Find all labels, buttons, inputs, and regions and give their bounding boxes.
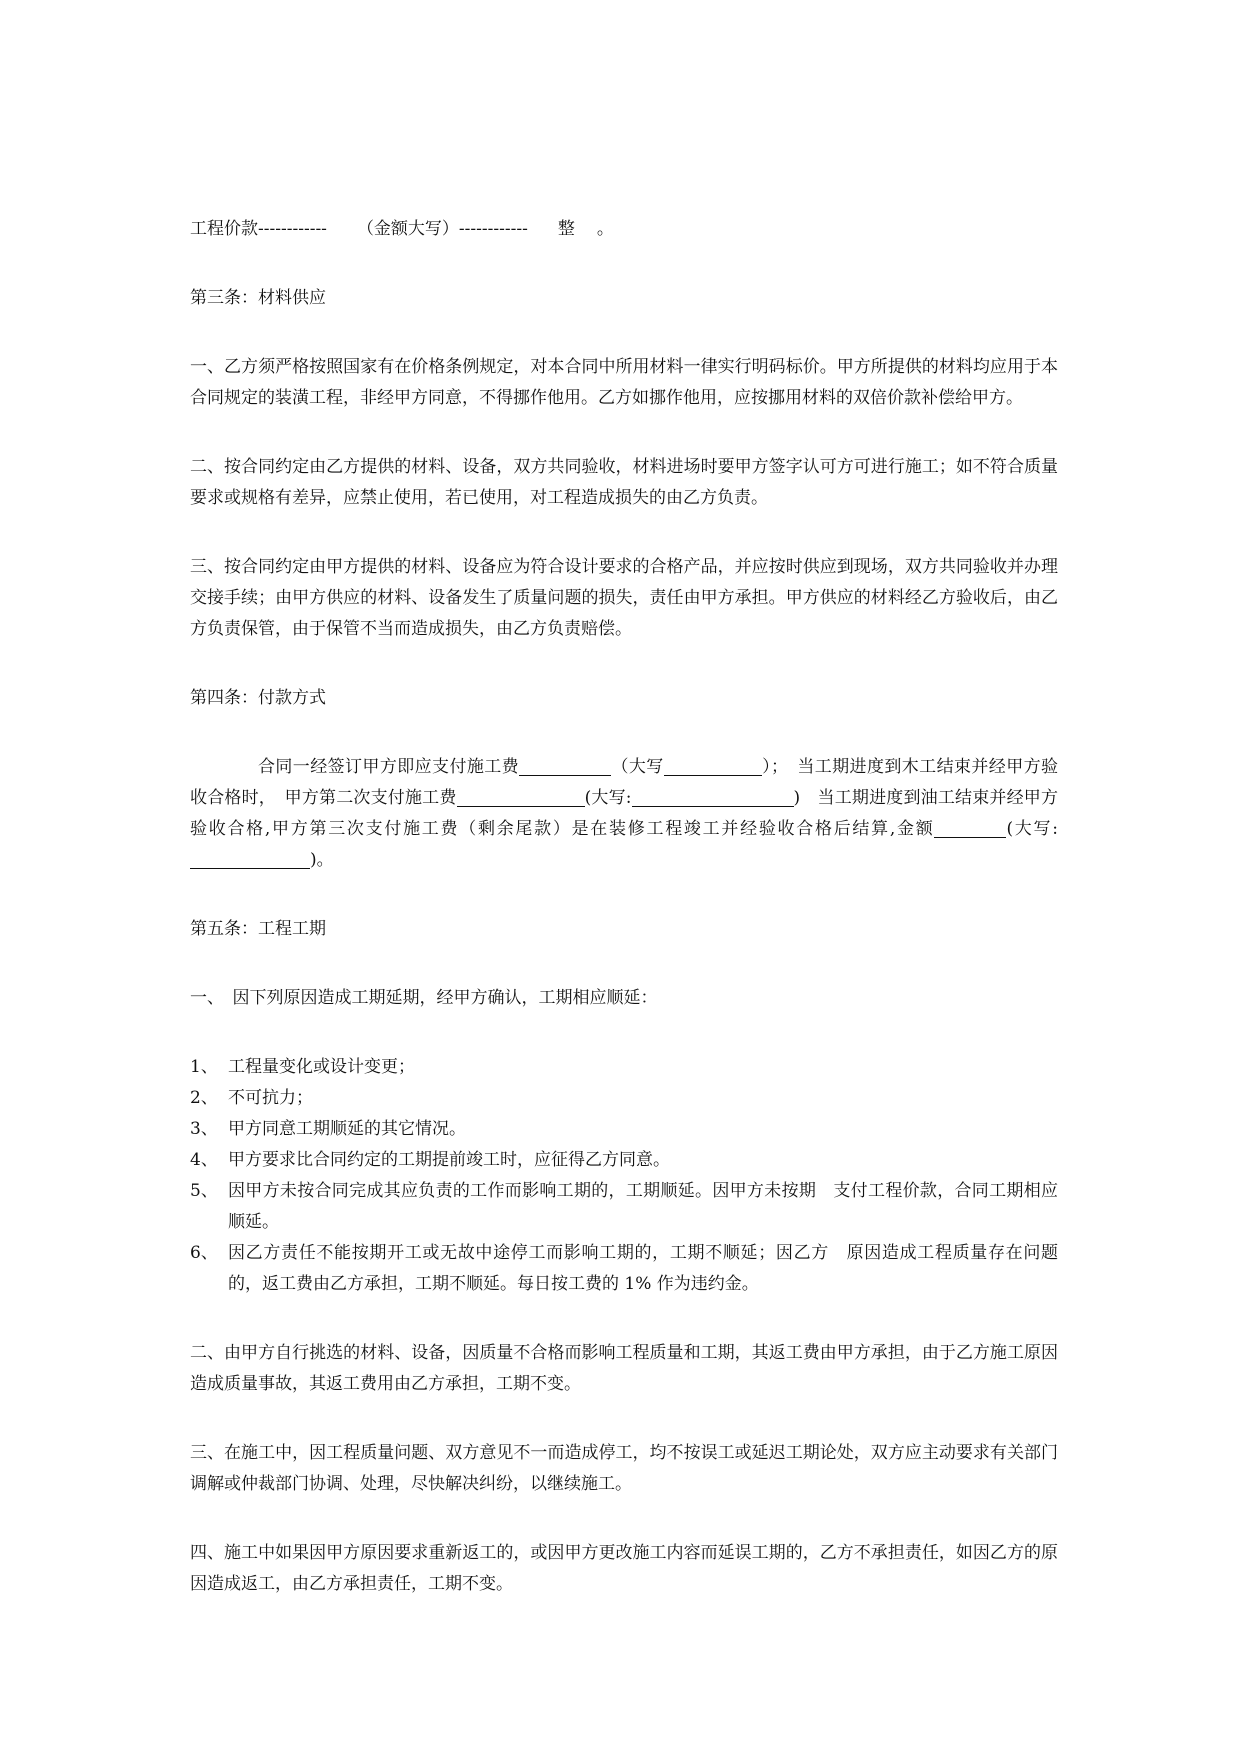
- article-4-payment-terms: [190, 752, 1058, 876]
- list-item-text: 因甲方未按合同完成其应负责的工作而影响工期的，工期顺延。因甲方未按期 支付工程价款，合同工期相应顺延。: [228, 1181, 1058, 1232]
- article-3-heading: 第三条：材料供应: [190, 288, 326, 308]
- article-3-clause-1: 一、乙方须严格按照国家有在价格条例规定，对本合同中所用材料一律实行明码标价。甲方所提供的材料均应用于本合同规定的装潢工程，非经甲方同意，不得挪作他用。乙方如挪作他用，应按挪用材料的双倍价款补偿给甲方。: [190, 357, 1058, 408]
- payment-text-1: 合同一经签订甲方即应支付施工费: [258, 757, 520, 777]
- final-payment-words-blank: [190, 848, 310, 869]
- second-payment-words-blank: [632, 786, 794, 807]
- price-period: 。: [596, 219, 614, 239]
- amount-words-label: （金额大写）------------: [356, 219, 528, 239]
- payment-text-4: (大写:: [584, 788, 632, 808]
- list-item-text: 甲方要求比合同约定的工期提前竣工时，应征得乙方同意。: [228, 1150, 670, 1170]
- list-item-text: 不可抗力；: [228, 1088, 313, 1108]
- list-item: [190, 1145, 1058, 1176]
- list-item-text: 因乙方责任不能按期开工或无故中途停工而影响工期的，工期不顺延；因乙方 原因造成工程质量存在问题的，返工费由乙方承担，工期不顺延。每日按工费的 1% 作为违约金。: [228, 1243, 1058, 1294]
- list-item-number: 2、: [190, 1088, 218, 1108]
- article-5-clause-4: 四、施工中如果因甲方原因要求重新返工的，或因甲方更改施工内容而延误工期的，乙方不承担责任，如因乙方的原因造成返工，由乙方承担责任，工期不变。: [190, 1543, 1058, 1594]
- list-item-text: 工程量变化或设计变更；: [228, 1057, 415, 1077]
- first-payment-words-blank: [664, 755, 762, 776]
- payment-text-7: )。: [310, 850, 334, 870]
- second-payment-blank: [457, 786, 585, 807]
- list-item-number: 6、: [190, 1243, 218, 1263]
- article-3-clause-3: 三、按合同约定由甲方提供的材料、设备应为符合设计要求的合格产品，并应按时供应到现场，双方共同验收并办理交接手续；由甲方供应的材料、设备发生了质量问题的损失，责任由甲方承担。甲方供应的材料经乙方验收后，由乙方负责保管，由于保管不当而造成损失，由乙方负责赔偿。: [190, 557, 1058, 639]
- list-item-number: 5、: [190, 1181, 218, 1201]
- document-body: [190, 214, 1058, 1600]
- list-item: [190, 1176, 1058, 1238]
- payment-text-3: ）； 当工期进度到木工结束并经甲方验收合格时， 甲方第二次支付施工费: [190, 757, 1059, 808]
- first-payment-blank: [519, 755, 611, 776]
- article-5-clause-1-intro: 一、 因下列原因造成工期延期，经甲方确认，工期相应顺延：: [190, 988, 658, 1008]
- payment-text-6: (大写:: [1006, 819, 1058, 839]
- final-payment-blank: [934, 817, 1006, 838]
- payment-text-2: （大写: [611, 757, 664, 777]
- payment-text-5: ) 当工期进度到油工结束并经甲方验收合格,甲方第三次支付施工费（剩余尾款）是在装修工程竣工并经验收合格后结算,金额: [190, 788, 1058, 839]
- list-item: [190, 1238, 1058, 1300]
- price-whole: 整: [557, 219, 575, 239]
- list-item-number: 4、: [190, 1150, 218, 1170]
- list-item: [190, 1052, 1058, 1083]
- price-label: 工程价款------------: [190, 219, 327, 239]
- article-5-heading: 第五条：工程工期: [190, 919, 326, 939]
- article-5-clause-3: 三、在施工中，因工程质量问题、双方意见不一而造成停工，均不按误工或延迟工期论处，双方应主动要求有关部门调解或仲裁部门协调、处理，尽快解决纠纷，以继续施工。: [190, 1443, 1058, 1494]
- list-item-number: 3、: [190, 1119, 218, 1139]
- delay-reasons-list: [190, 1052, 1058, 1300]
- list-item-text: 甲方同意工期顺延的其它情况。: [228, 1119, 466, 1139]
- article-4-heading: 第四条：付款方式: [190, 688, 326, 708]
- list-item: [190, 1083, 1058, 1114]
- article-5-clause-2: 二、由甲方自行挑选的材料、设备，因质量不合格而影响工程质量和工期，其返工费由甲方承担，由于乙方施工原因造成质量事故，其返工费用由乙方承担，工期不变。: [190, 1343, 1058, 1394]
- article-3-clause-2: 二、按合同约定由乙方提供的材料、设备，双方共同验收，材料进场时要甲方签字认可方可进行施工；如不符合质量要求或规格有差异，应禁止使用，若已使用，对工程造成损失的由乙方负责。: [190, 457, 1058, 508]
- list-item-number: 1、: [190, 1057, 218, 1077]
- list-item: [190, 1114, 1058, 1145]
- price-line: [190, 214, 1058, 245]
